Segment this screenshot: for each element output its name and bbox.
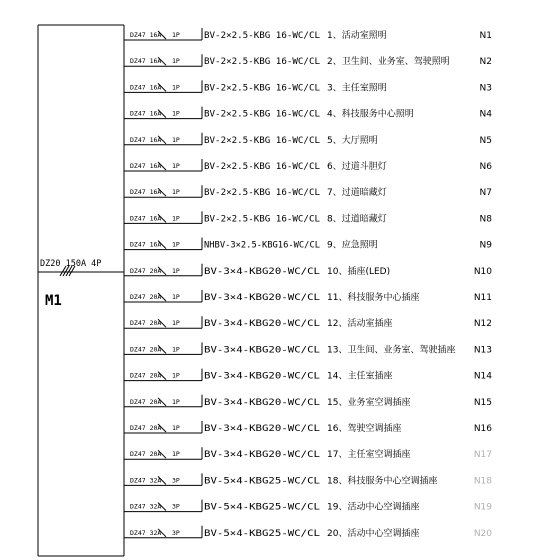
- poles-label: 1P: [172, 424, 180, 432]
- breaker-label: DZ47 20A: [130, 266, 162, 275]
- circuit-description: 2、卫生间、业务室、驾驶照明: [327, 57, 450, 68]
- circuit-code: N8: [479, 214, 492, 225]
- circuit-description: 12、活动室插座: [327, 319, 393, 330]
- breaker-label: DZ47 16A: [130, 214, 162, 223]
- circuit-description: 17、主任室空调插座: [327, 450, 411, 461]
- circuit-row: [124, 369, 492, 382]
- poles-label: 3P: [172, 476, 180, 485]
- cable-spec: NHBV-3×2.5-KBG16-WC/CL: [204, 240, 320, 251]
- poles-label: 1P: [172, 293, 180, 301]
- breaker-label: DZ47 20A: [130, 450, 162, 459]
- breaker-label: DZ47 32A: [130, 502, 162, 511]
- circuit-row: [124, 526, 492, 539]
- circuit-description: 7、过道暗藏灯: [327, 188, 387, 199]
- poles-label: 1P: [172, 397, 180, 406]
- circuit-code: N1: [479, 31, 492, 41]
- circuit-code: N11: [473, 293, 492, 303]
- breaker-label: DZ47 16A: [130, 188, 162, 197]
- poles-label: 1P: [172, 266, 180, 275]
- breaker-label: DZ47 16A: [130, 57, 162, 66]
- circuit-row: [124, 211, 492, 224]
- cable-spec: BV-3×4-KBG20-WC/CL: [204, 266, 320, 277]
- poles-label: 1P: [172, 214, 180, 223]
- circuit-code: N19: [473, 502, 492, 513]
- cable-spec: BV-2×2.5-KBG 16-WC/CL: [204, 57, 320, 68]
- cable-spec: BV-2×2.5-KBG 16-WC/CL: [204, 214, 320, 225]
- cable-spec: BV-3×4-KBG20-WC/CL: [204, 424, 320, 434]
- circuit-code: N13: [473, 345, 492, 356]
- poles-label: 1P: [172, 188, 180, 197]
- cable-spec: BV-2×2.5-KBG 16-WC/CL: [204, 188, 320, 199]
- circuit-row: [124, 238, 492, 251]
- cable-spec: BV-2×2.5-KBG 16-WC/CL: [204, 162, 320, 172]
- cable-spec: BV-2×2.5-KBG 16-WC/CL: [204, 31, 320, 41]
- circuit-row: [124, 290, 492, 303]
- cable-spec: BV-3×4-KBG20-WC/CL: [204, 371, 320, 382]
- poles-label: 1P: [172, 57, 180, 66]
- circuit-list: [124, 28, 492, 539]
- circuit-row: [124, 395, 492, 408]
- circuit-code: N5: [479, 135, 492, 146]
- circuit-description: 3、主任室照明: [327, 83, 387, 94]
- breaker-label: DZ47 16A: [130, 83, 162, 92]
- poles-label: 3P: [172, 528, 180, 537]
- circuit-code: N10: [473, 266, 492, 277]
- panel-label: M1: [45, 293, 62, 309]
- poles-label: 1P: [172, 450, 180, 459]
- poles-label: 1P: [172, 109, 180, 118]
- circuit-row: [124, 54, 492, 67]
- poles-label: 3P: [172, 502, 180, 511]
- cable-spec: BV-2×2.5-KBG 16-WC/CL: [204, 83, 320, 94]
- cable-spec: BV-5×4-KBG25-WC/CL: [204, 476, 320, 487]
- breaker-label: DZ47 32A: [130, 528, 162, 537]
- poles-label: 1P: [172, 162, 180, 170]
- circuit-description: 5、大厅照明: [327, 135, 378, 146]
- poles-label: 1P: [172, 240, 180, 249]
- circuit-code: N18: [473, 476, 492, 487]
- cable-spec: BV-3×4-KBG20-WC/CL: [204, 293, 320, 303]
- circuit-row: [124, 107, 492, 120]
- cable-spec: BV-3×4-KBG20-WC/CL: [204, 450, 320, 461]
- breaker-label: DZ47 20A: [130, 397, 162, 406]
- breaker-label: DZ47 16A: [130, 109, 162, 118]
- circuit-code: N17: [473, 450, 492, 461]
- breaker-label: DZ47 16A: [130, 162, 162, 170]
- cable-spec: BV-5×4-KBG25-WC/CL: [204, 502, 320, 513]
- circuit-description: 10、插座(LED): [327, 266, 391, 277]
- breaker-label: DZ47 20A: [130, 293, 162, 301]
- breaker-label: DZ47 20A: [130, 424, 162, 432]
- poles-label: 1P: [172, 319, 180, 328]
- cable-spec: BV-3×4-KBG20-WC/CL: [204, 345, 320, 356]
- circuit-code: N6: [479, 162, 492, 172]
- breaker-label: DZ47 16A: [130, 31, 162, 39]
- circuit-code: N9: [479, 240, 492, 251]
- circuit-description: 9、应急照明: [327, 240, 378, 251]
- poles-label: 1P: [172, 371, 180, 380]
- cable-spec: BV-3×4-KBG20-WC/CL: [204, 319, 320, 330]
- circuit-code: N20: [473, 528, 492, 539]
- circuit-code: N3: [479, 83, 492, 94]
- breaker-label: DZ47 16A: [130, 135, 162, 144]
- breaker-label: DZ47 20A: [130, 345, 162, 354]
- circuit-row: [124, 473, 492, 486]
- circuit-code: N14: [473, 371, 492, 382]
- circuit-row: [124, 500, 492, 513]
- cable-spec: BV-2×2.5-KBG 16-WC/CL: [204, 135, 320, 146]
- circuit-description: 8、过道暗藏灯: [327, 214, 387, 225]
- circuit-code: N7: [479, 188, 492, 199]
- main-breaker-label: DZ20 150A 4P: [40, 259, 102, 269]
- breaker-label: DZ47 16A: [130, 240, 162, 249]
- circuit-row: [124, 316, 492, 329]
- circuit-description: 1、活动室照明: [327, 31, 387, 41]
- circuit-code: N2: [479, 57, 492, 68]
- breaker-label: DZ47 32A: [130, 476, 162, 485]
- circuit-code: N12: [473, 319, 492, 330]
- circuit-row: [124, 159, 492, 172]
- circuit-row: [124, 185, 492, 198]
- circuit-row: [124, 447, 492, 460]
- circuit-row: [124, 80, 492, 93]
- circuit-description: 15、业务室空调插座: [327, 397, 411, 408]
- cable-spec: BV-2×2.5-KBG 16-WC/CL: [204, 109, 320, 120]
- circuit-description: 18、科技服务中心空调插座: [327, 476, 438, 487]
- circuit-description: 4、科技服务中心照明: [327, 109, 414, 120]
- breaker-label: DZ47 20A: [130, 371, 162, 380]
- circuit-code: N15: [473, 397, 492, 408]
- poles-label: 1P: [172, 31, 180, 39]
- circuit-description: 20、活动中心空调插座: [327, 528, 420, 539]
- poles-label: 1P: [172, 135, 180, 144]
- circuit-row: [124, 421, 492, 434]
- circuit-description: 11、科技服务中心插座: [327, 293, 420, 303]
- circuit-description: 14、主任室插座: [327, 371, 393, 382]
- circuit-row: [124, 342, 492, 355]
- circuit-description: 6、过道斗胆灯: [327, 162, 387, 172]
- cable-spec: BV-3×4-KBG20-WC/CL: [204, 397, 320, 408]
- circuit-code: N16: [473, 424, 492, 434]
- breaker-label: DZ47 20A: [130, 319, 162, 328]
- circuit-code: N4: [479, 109, 492, 120]
- poles-label: 1P: [172, 83, 180, 92]
- circuit-description: 16、驾驶空调插座: [327, 424, 402, 434]
- circuit-description: 13、卫生间、业务室、驾驶插座: [327, 345, 456, 356]
- circuit-row: [124, 28, 492, 41]
- circuit-description: 19、活动中心空调插座: [327, 502, 420, 513]
- circuit-row: [124, 133, 492, 146]
- poles-label: 1P: [172, 345, 180, 354]
- circuit-row: [124, 264, 492, 277]
- cable-spec: BV-5×4-KBG25-WC/CL: [204, 528, 320, 539]
